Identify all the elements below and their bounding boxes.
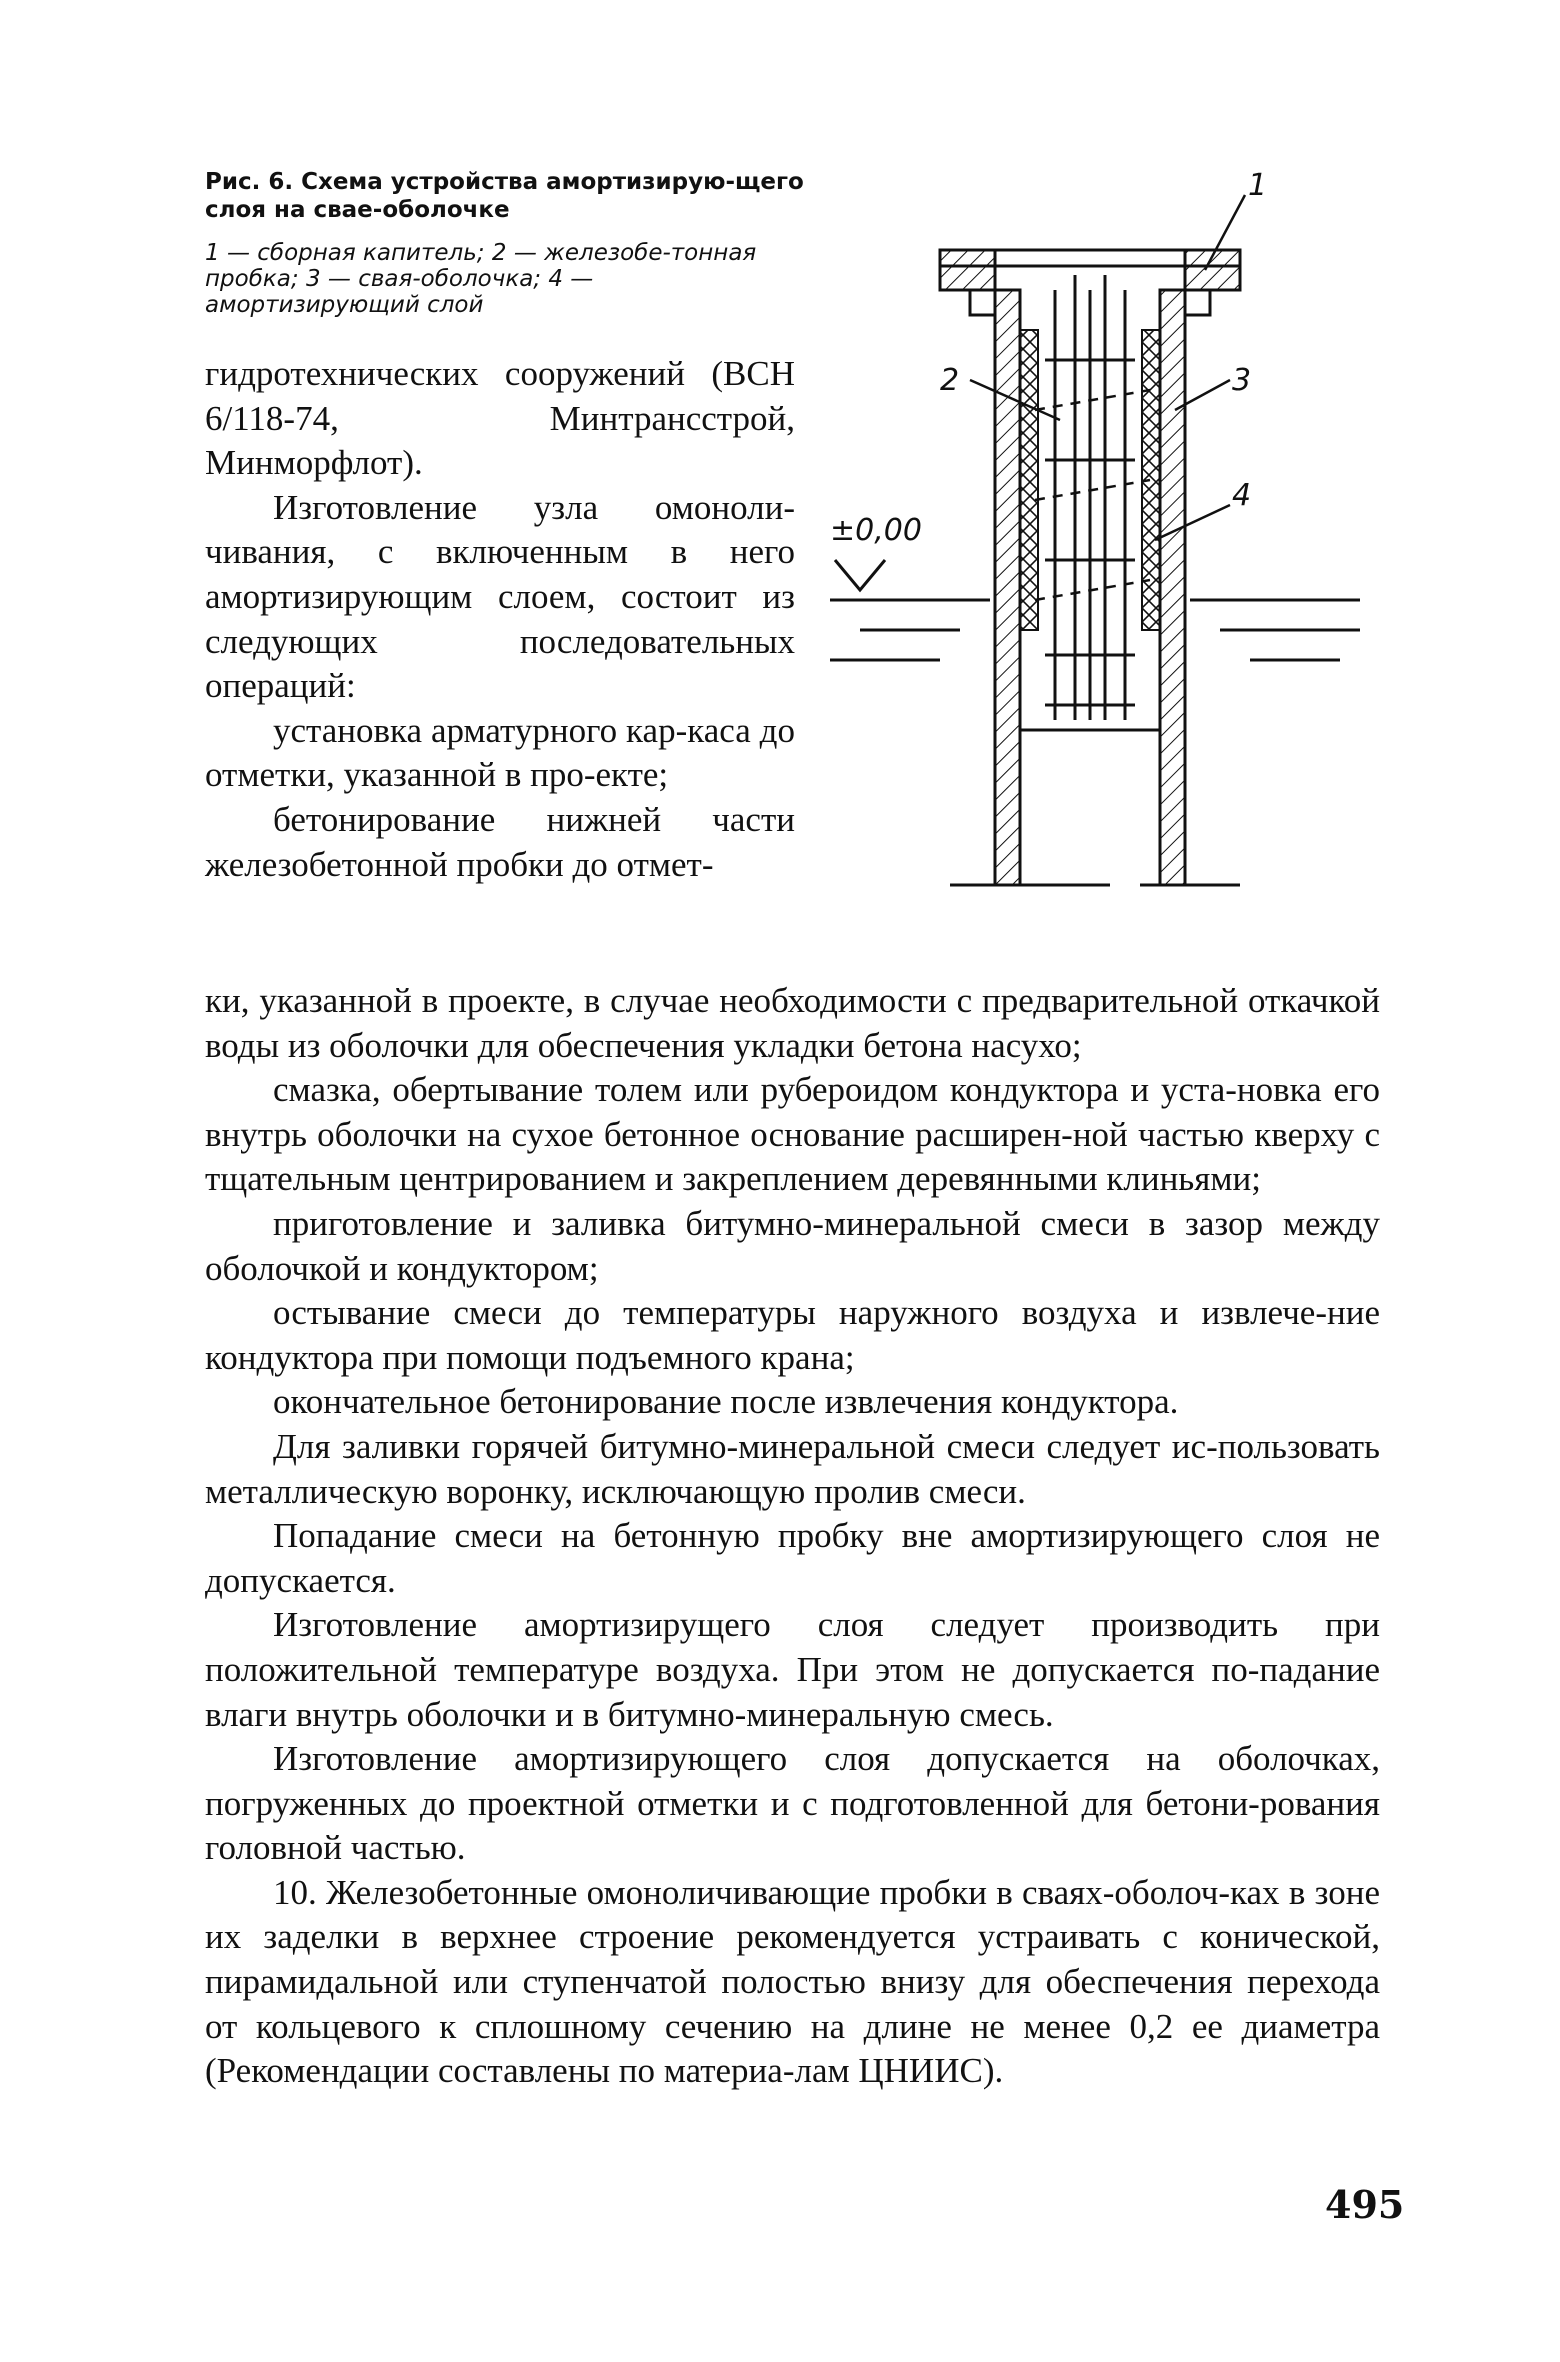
pile-shell-drawing	[820, 160, 1380, 900]
figure-caption	[205, 168, 805, 318]
rebar-cage	[1045, 275, 1135, 720]
wide-column	[205, 979, 1380, 2094]
label-2: 2	[940, 363, 960, 398]
paragraph: бетонирование нижней части железобетонной пробки до отмет-	[205, 799, 795, 884]
paragraph: гидротехнических сооружений (ВСН 6/118-74, Минтрансстрой, Минморфлот).	[205, 354, 795, 483]
paragraph: Изготовление амортизирующего слоя допускается на оболочках, погруженных до проектной отметки и с подготовленной для бетони-рования головной частью.	[205, 1739, 1380, 1868]
paragraph: Попадание смеси на бетонную пробку вне амортизирующего слоя не допускается.	[205, 1516, 1380, 1600]
label-4: 4	[1232, 478, 1252, 513]
paragraph: окончательное бетонирование после извлечения кондуктора.	[273, 1382, 1179, 1422]
paragraph: установка арматурного кар-каса до отметки, указанной в про-екте;	[205, 710, 795, 795]
label-3: 3	[1232, 363, 1252, 398]
paragraph: 10. Железобетонные омоноличивающие пробки в сваях-оболоч-ках в зоне их заделки в верхнее строение рекомендуется устраивать с конической, пирамидальной или ступенчатой полостью внизу для обеспечения перехода от кольцевого к сплошному сечению на длине не менее 0,2 ее диаметра (Рекомендации составлены по материа-лам ЦНИИС).	[205, 1872, 1380, 2091]
concrete-plug-dashes	[1035, 390, 1150, 600]
water-level	[830, 560, 1360, 885]
level-mark: ±0,00	[830, 513, 922, 548]
paragraph: Изготовление узла омоноли-чивания, с включенным в него амортизирующим слоем, состоит из следующих последовательных операций:	[205, 487, 795, 706]
paragraph: смазка, обертывание толем или рубероидом кондуктора и уста-новка его внутрь оболочки на сухое бетонное основание расширен-ной частью кверху с тщательным центрированием и закреплением деревянными клиньями;	[205, 1070, 1380, 1199]
figure-caption-title: Рис. 6. Схема устройства амортизирую-щего слоя на сваe-оболочке	[205, 169, 804, 223]
figure-caption-legend: 1 — сборная капитель; 2 — железобе-тонная пробка; 3 — свая-оболочка; 4 — амортизирующий слой	[205, 240, 757, 318]
page-number: 495	[1325, 2182, 1405, 2227]
narrow-column	[205, 352, 795, 887]
paragraph: ки, указанной в проекте, в случае необходимости с предварительной откачкой воды из оболочки для обеспечения укладки бетона насухо;	[205, 981, 1380, 1065]
paragraph: приготовление и заливка битумно-минеральной смеси в зазор между оболочкой и кондуктором;	[205, 1203, 1380, 1288]
label-1: 1	[1248, 168, 1268, 203]
paragraph: Для заливки горячей битумно-минеральной смеси следует ис-пользовать металлическую воронку, исключающую пролив смеси.	[205, 1426, 1380, 1511]
paragraph: Изготовление амортизирущего слоя следует производить при положительной температуре воздуха. При этом не допускается по-падание влаги внутрь оболочки и в битумно-минеральную смесь.	[205, 1605, 1380, 1734]
paragraph: остывание смеси до температуры наружного воздуха и извлече-ние кондуктора при помощи подъемного крана;	[205, 1293, 1380, 1377]
pile-shell-diagram	[820, 160, 1380, 900]
